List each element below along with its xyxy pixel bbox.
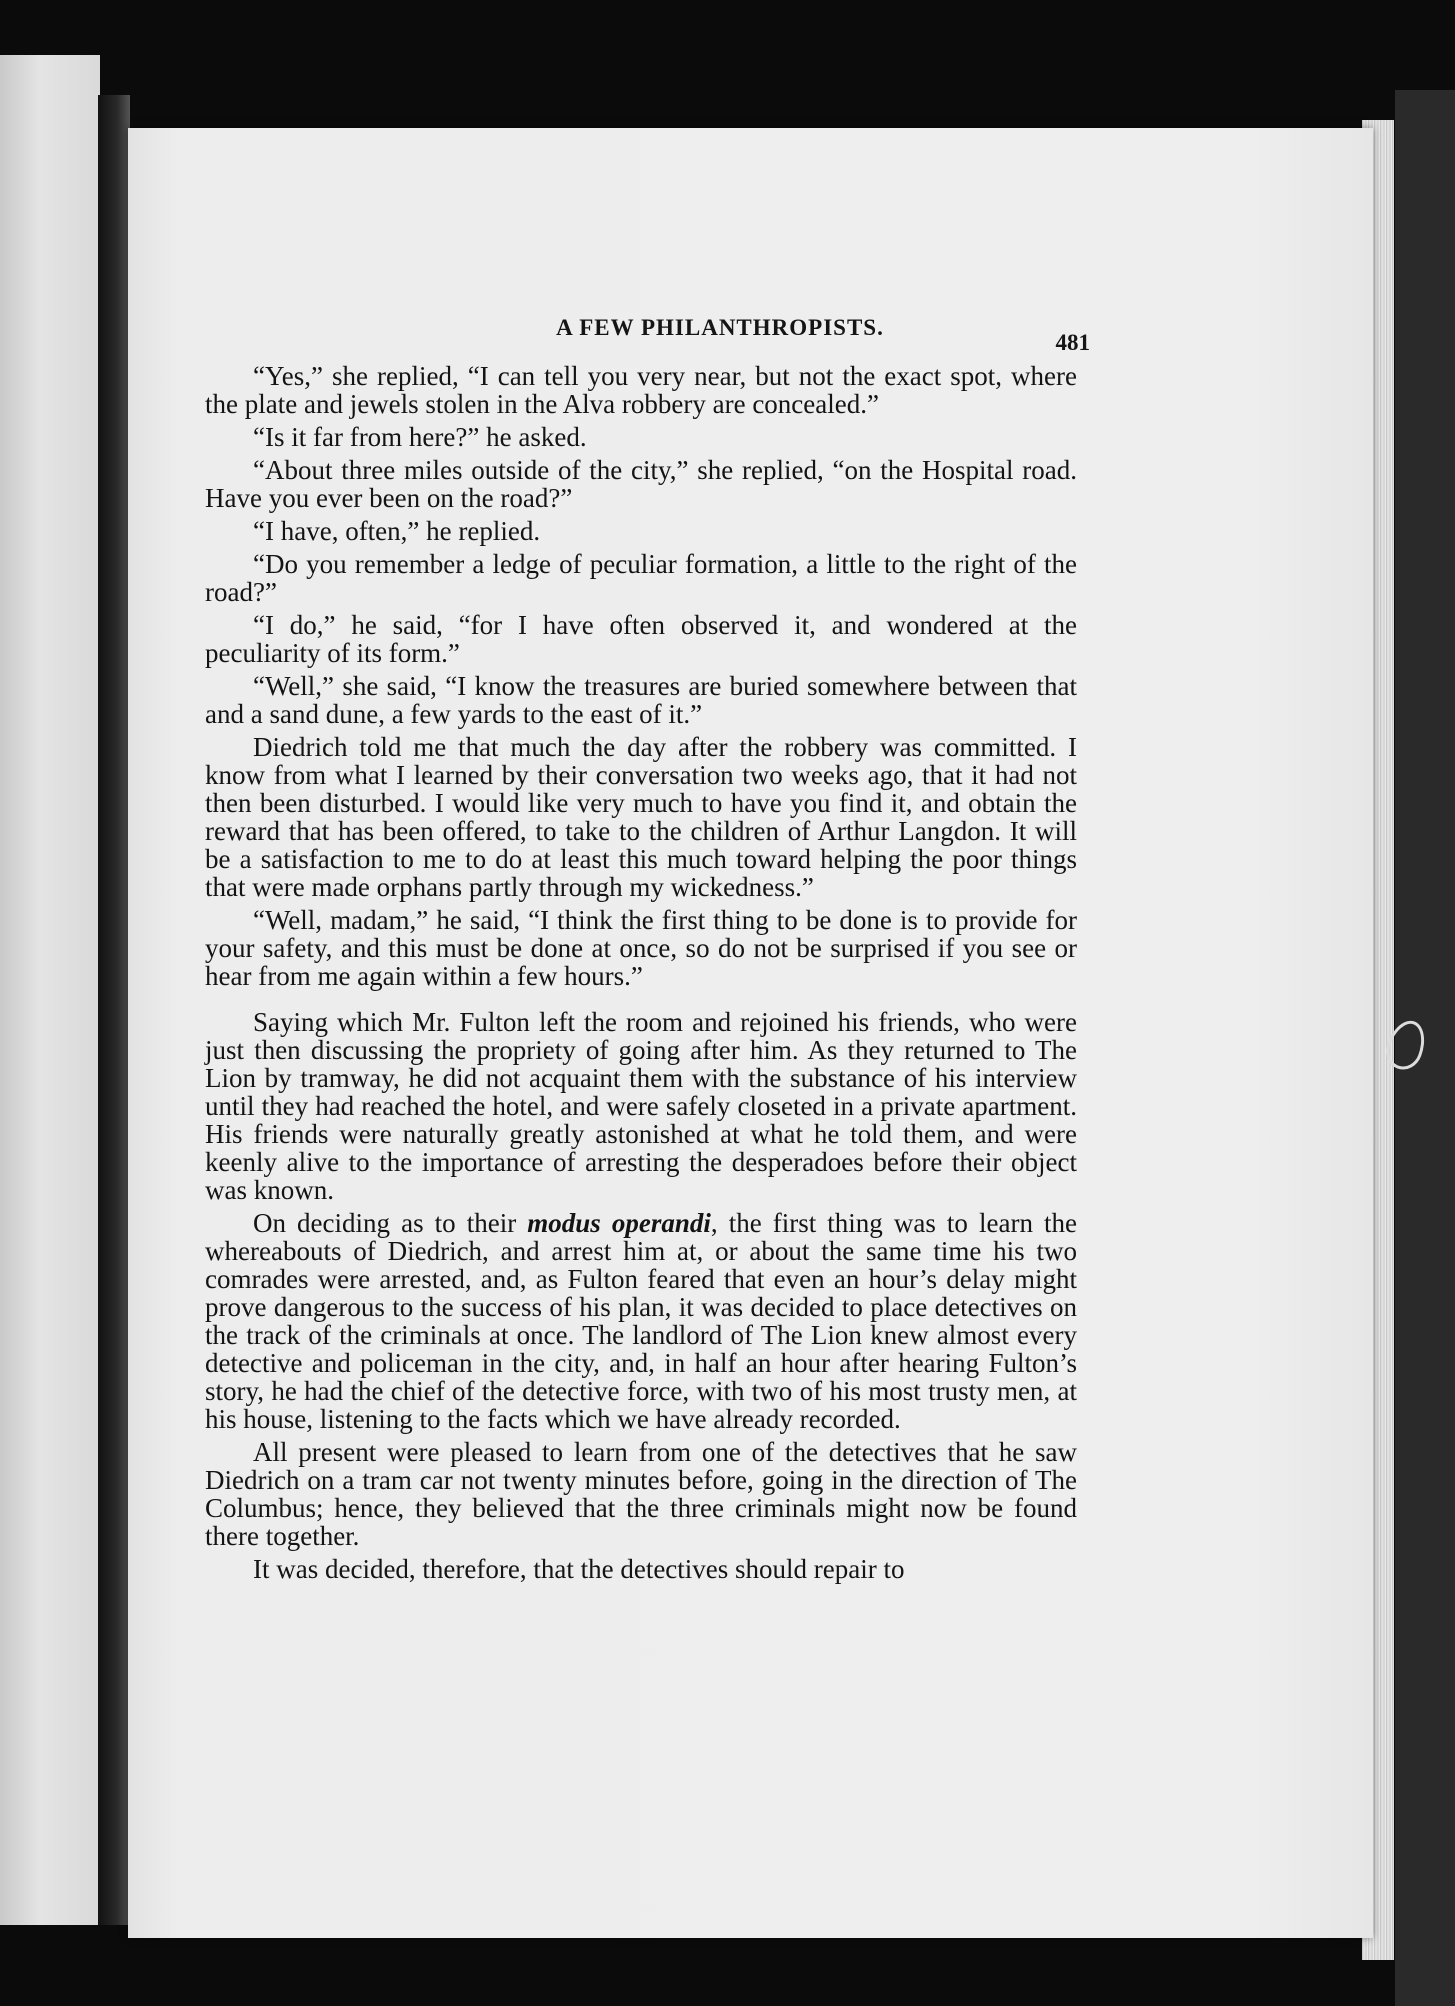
- paragraph: Saying which Mr. Fulton left the room and rejoined his friends, who were just then discussing the propriety of going after him. As they returned to The Lion by tramway, he did not acquaint them with the substance of his interview until they had reached the hotel, and were safely closeted in a private apartment. His friends were naturally greatly astonished at what he told them, and were keenly alive to the importance of arresting the desperadoes before their object was known.: [205, 1007, 1077, 1205]
- body-text: [205, 362, 1077, 1588]
- paragraph: All present were pleased to learn from one of the detectives that he saw Diedrich on a tram car not twenty minutes before, going in the direction of The Columbus; hence, they believed that the three criminals might now be found there together.: [205, 1437, 1077, 1551]
- facing-page-edge: [0, 55, 100, 1925]
- paragraph: “I do,” he said, “for I have often observed it, and wondered at the peculiarity of its form.”: [205, 610, 1077, 668]
- paragraph: It was decided, therefore, that the detectives should repair to: [253, 1554, 905, 1584]
- paragraph: “Yes,” she replied, “I can tell you very near, but not the exact spot, where the plate and jewels stolen in the Alva robbery are concealed.”: [205, 361, 1077, 419]
- latin-phrase: modus operandi: [527, 1208, 711, 1238]
- paragraph: “Well, madam,” he said, “I think the first thing to be done is to provide for your safety, and this must be done at once, so do not be surprised if you see or hear from me again within a few hours.”: [205, 905, 1077, 991]
- paragraph: “Do you remember a ledge of peculiar formation, a little to the right of the road?”: [205, 549, 1077, 607]
- paragraph: “About three miles outside of the city,” she replied, “on the Hospital road. Have you ever been on the road?”: [205, 455, 1077, 513]
- page-number: 481: [1055, 330, 1090, 355]
- running-head: A FEW PHILANTHROPISTS.: [556, 315, 884, 340]
- paragraph: “I have, often,” he replied.: [253, 516, 541, 546]
- paragraph-text-after: , the first thing was to learn the whereabouts of Diedrich, and arrest him at, or about the same time his two comrades were arrested, and, as Fulton feared that even an hour’s delay might prove dangerous to the success of his plan, it was decided to place detectives on the track of the criminals at once. The landlord of The Lion knew almost every detective and policeman in the city, and, in half an hour after hearing Fulton’s story, he had the chief of the detective force, with two of his most trusty men, at his house, listening to the facts which we have already recorded.: [205, 1208, 1077, 1434]
- book-gutter: [98, 95, 130, 1925]
- paragraph: Diedrich told me that much the day after the robbery was committed. I know from what I learned by their conversation two weeks ago, that it had not then been disturbed. I would like very much to have you find it, and obtain the reward that has been offered, to take to the children of Arthur Langdon. It will be a satisfaction to me to do at least this much toward helping the poor things that were made orphans partly through my wickedness.”: [205, 732, 1077, 902]
- paragraph-with-emphasis: [205, 1209, 1077, 1433]
- paragraph: “Well,” she said, “I know the treasures are buried somewhere between that and a sand dune, a few yards to the east of it.”: [205, 671, 1077, 729]
- paragraph: “Is it far from here?” he asked.: [253, 422, 587, 452]
- paragraph-text-before: On deciding as to their: [253, 1208, 528, 1238]
